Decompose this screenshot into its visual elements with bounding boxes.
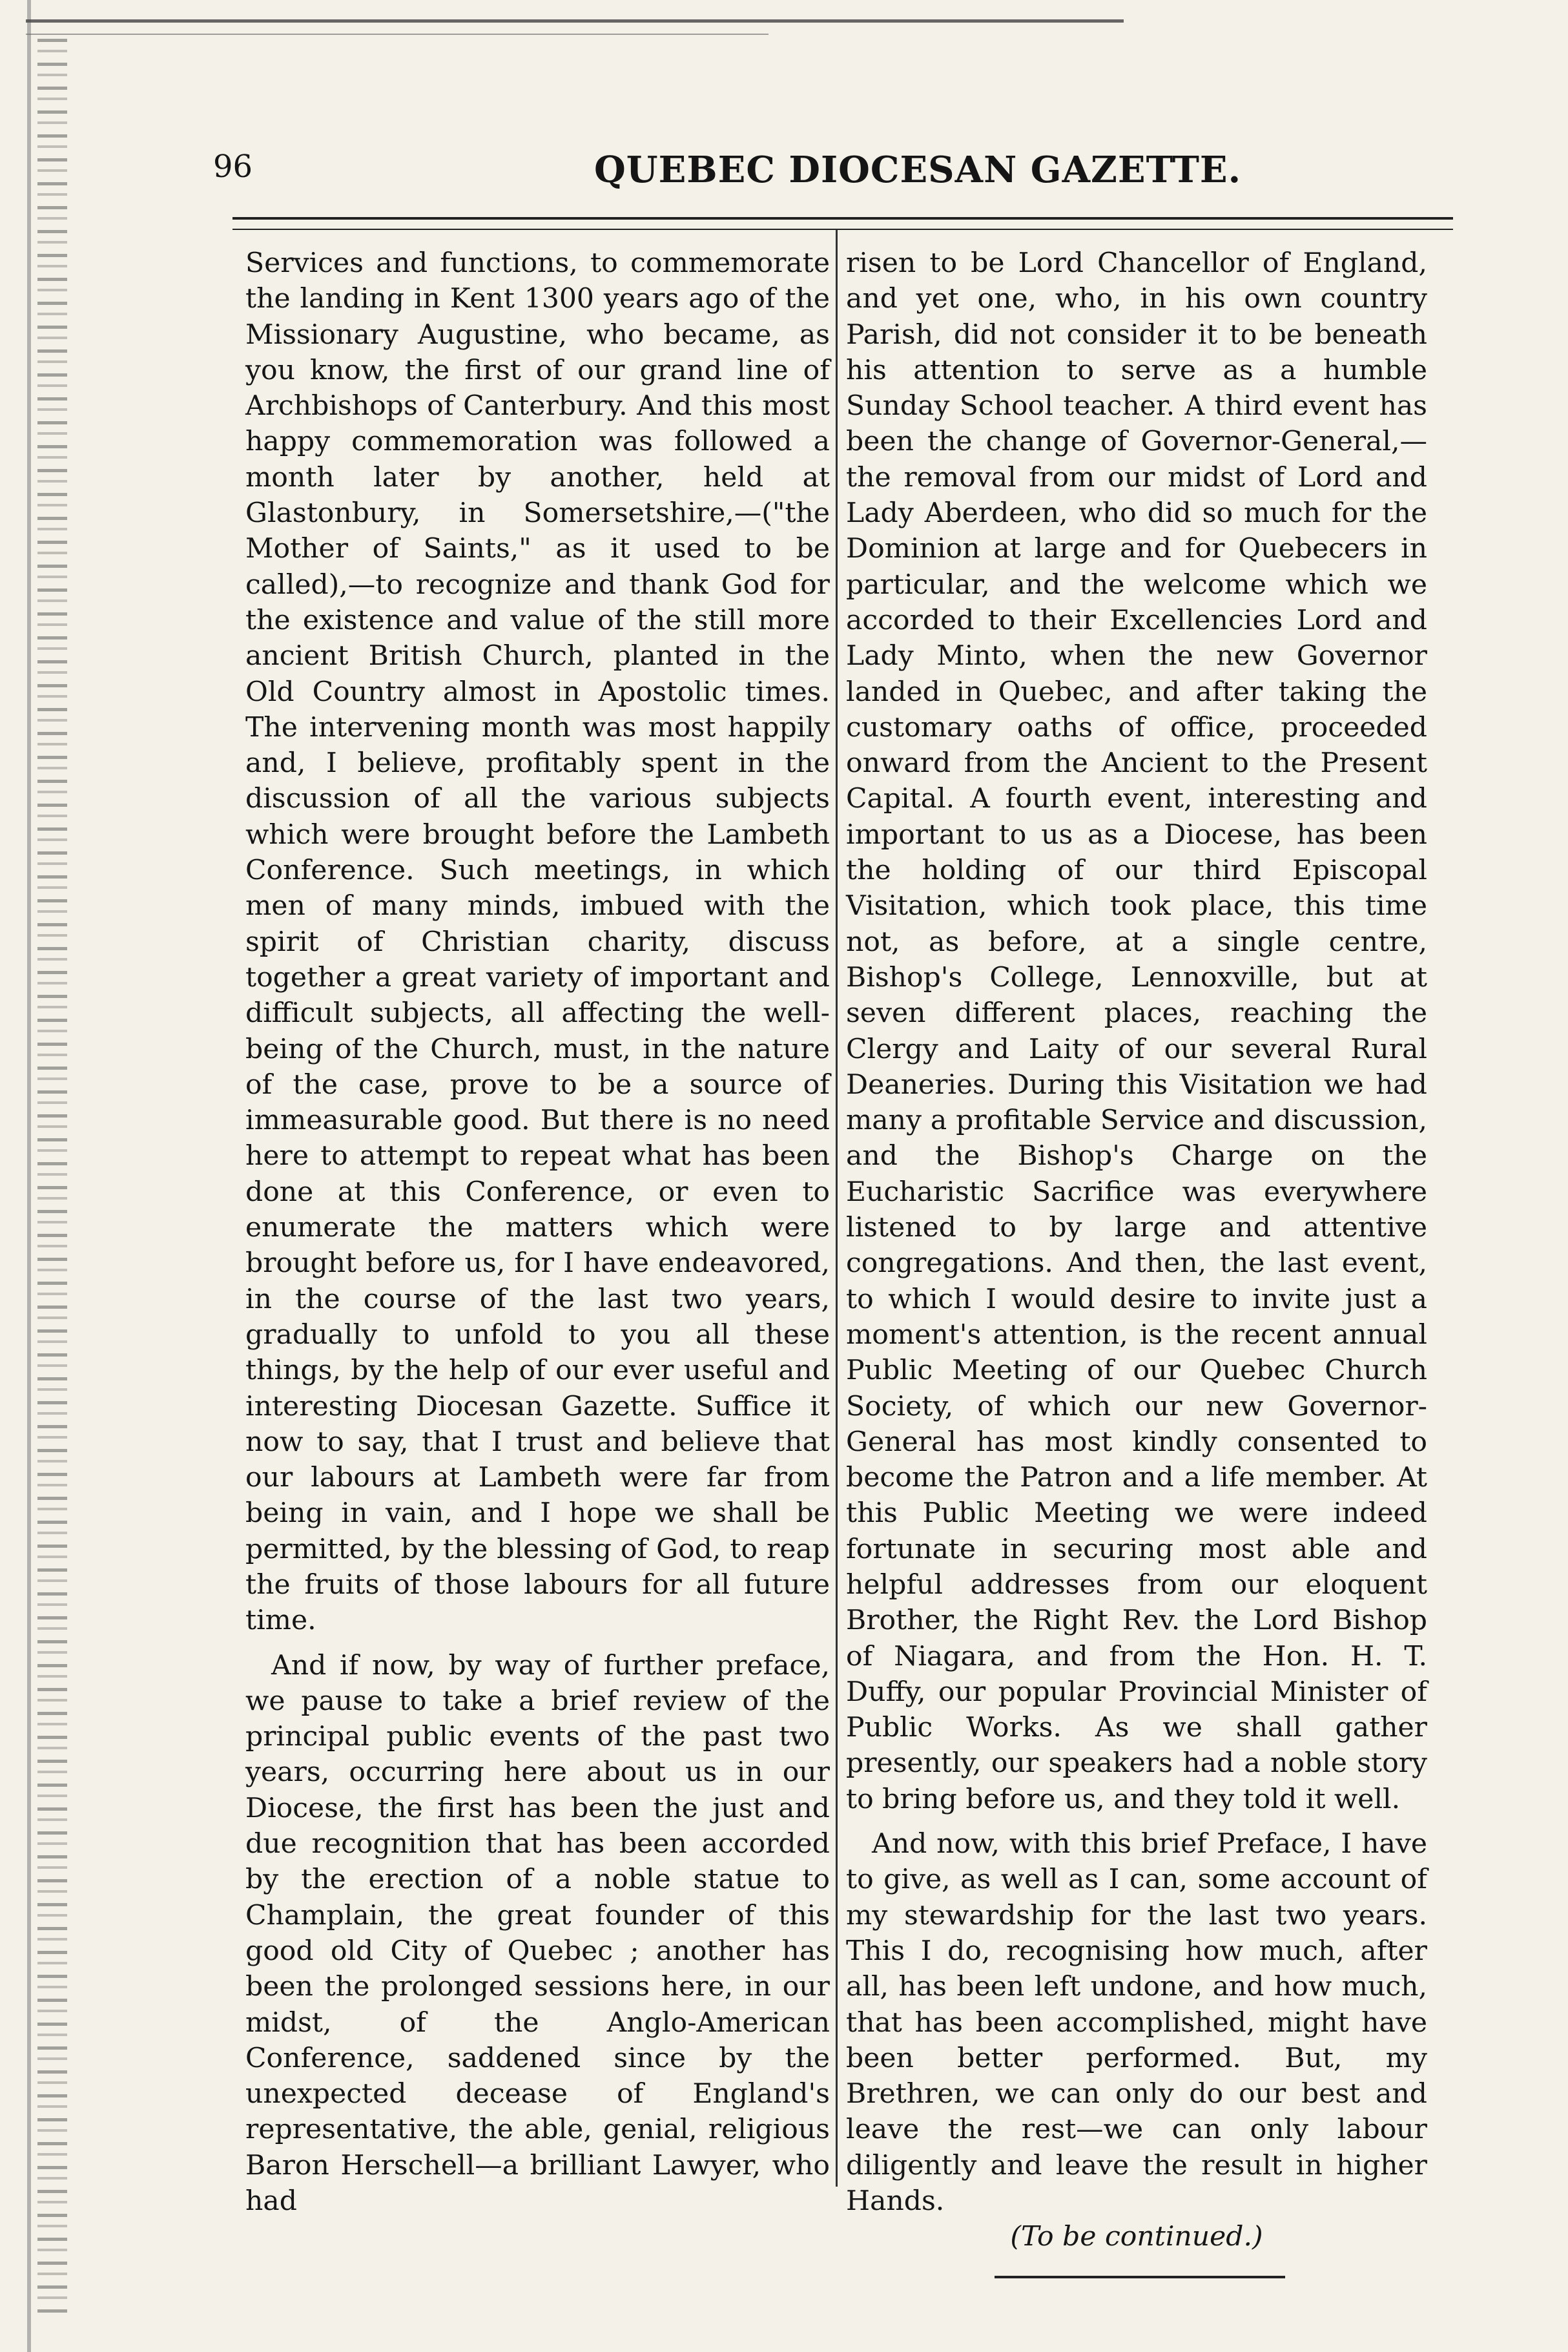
page-header <box>213 149 1485 200</box>
left-column <box>245 245 830 2219</box>
page-number: 96 <box>213 149 253 185</box>
gutter-print-bleed <box>37 39 67 2313</box>
right-paragraph-2: And now, with this brief Preface, I have to give, as well as I can, some account of my stewardship for the last two years. This I do, recognising how much, after all, has been left undone, and how much, that has been accomplished, might have been better performed. But, my Brethren, we can only do our best and leave the rest—we can only labour diligently and leave the result in higher Hands. <box>846 1828 1427 2218</box>
continued-note: (To be continued.) <box>1010 2221 1263 2253</box>
right-paragraph-1: risen to be Lord Chancellor of England, and yet one, who, in his own country Parish, did not consider it to be beneath his attention to serve as a humble Sunday School teacher. A third event has been the change of Governor-General,—the removal from our midst of Lord and Lady Aberdeen, who did so much for the Dominion at large and for Quebecers in particular, and the welcome which we accorded to their Excellencies Lord and Lady Minto, when the new Governor landed in Quebec, and after taking the customary oaths of office, proceeded onward from the Ancient to the Present Capital. A fourth event, interesting and important to us as a Diocese, has been the holding of our third Episcopal Visitation, which took place, this time not, as before, at a single centre, Bishop's College, Lennoxville, but at seven different places, reaching the Clergy and Laity of our several Rural Deaneries. During this Visitation we had many a profitable Service and discussion, and the Bishop's Charge on the Eucharistic Sacrifice was everywhere listened to by large and attentive congregations. And then, the last event, to which I would desire to invite just a moment's attention, is the recent annual Public Meeting of our Quebec Church Society, of which our new Governor-General has most kindly consented to become the Patron and a life member. At this Public Meeting we were indeed fortunate in securing most able and helpful addresses from our eloquent Brother, the Right Rev. the Lord Bishop of Niagara, and from the Hon. H. T. Duffy, our popular Provincial Minister of Public Works. As we shall gather presently, our speakers had a noble story to bring before us, and they told it well. <box>846 247 1427 1815</box>
binding-gutter <box>0 0 77 2352</box>
end-rule <box>995 2276 1285 2278</box>
column-divider <box>836 229 838 2187</box>
left-paragraph-1: Services and functions, to commemorate the landing in Kent 1300 years ago of the Missionary Augustine, who became, as you know, the first of our grand line of Archbishops of Canterbury. And this most happy commemoration was followed a month later by another, held at Glastonbury, in Somersetshire,—("the Mother of Saints," as it used to be called),—to recognize and thank God for the existence and value of the still more ancient British Church, planted in the Old Country almost in Apostolic times. The intervening month was most happily and, I believe, profitably spent in the discussion of all the various subjects which were brought before the Lambeth Conference. Such meetings, in which men of many minds, imbued with the spirit of Christian charity, discuss together a great variety of important and difficult subjects, all affecting the well-being of the Church, must, in the nature of the case, prove to be a source of immeasurable good. But there is no need here to attempt to repeat what has been done at this Conference, or even to enumerate the matters which were brought before us, for I have endeavored, in the course of the last two years, gradually to unfold to you all these things, by the help of our ever useful and interesting Diocesan Gazette. Suffice it now to say, that I trust and believe that our labours at Lambeth were far from being in vain, and I hope we shall be permitted, by the blessing of God, to reap the fruits of those labours for all future time. <box>245 247 830 1637</box>
left-paragraph-2: And if now, by way of further preface, we pause to take a brief review of the principal public events of the past two years, occurring here about us in our Diocese, the first has been the just and due recognition that has been accorded by the erection of a noble statue to Champlain, the great founder of this good old City of Quebec ; another has been the prolonged sessions here, in our midst, of the Anglo-American Conference, saddened since by the unexpected decease of England's representative, the able, genial, religious Baron Herschell—a brilliant Lawyer, who had <box>245 1649 830 2218</box>
gutter-edge <box>27 0 31 2352</box>
journal-title: QUEBEC DIOCESAN GAZETTE. <box>594 149 1242 191</box>
top-border-rule-thin <box>26 34 769 35</box>
right-column <box>846 245 1427 2278</box>
header-rule <box>232 217 1453 230</box>
top-border-rule <box>26 19 1124 23</box>
